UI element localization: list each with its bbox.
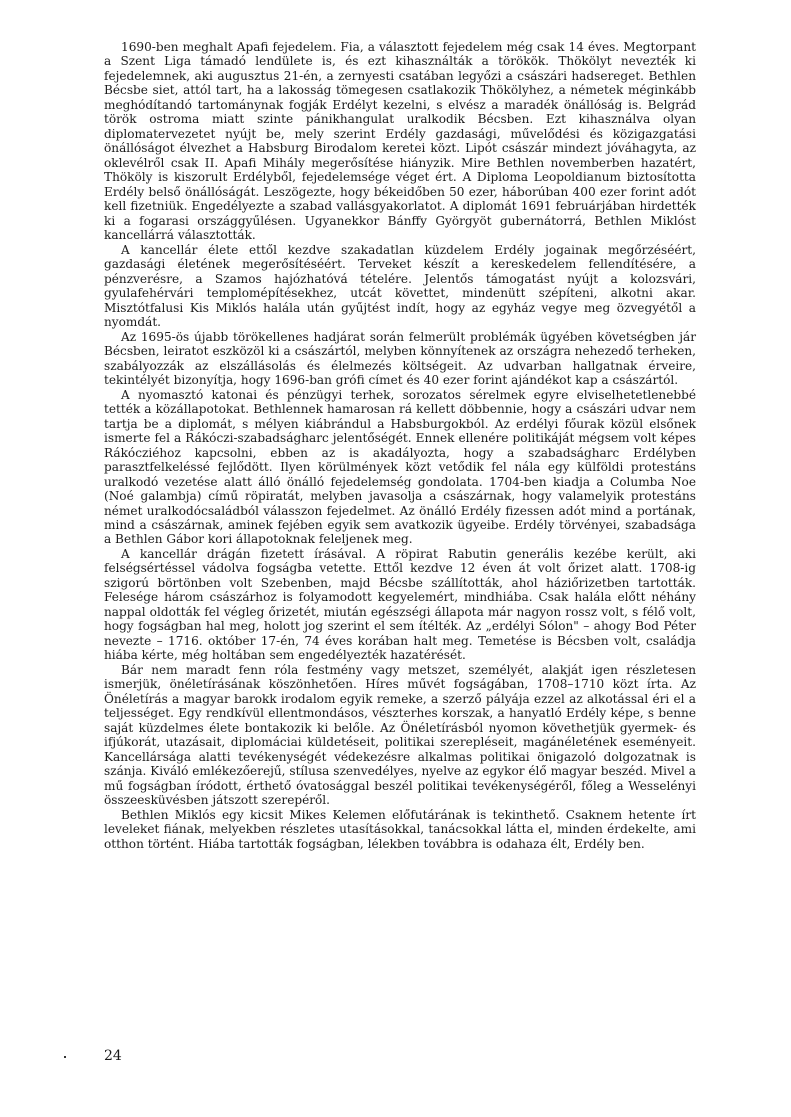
paragraph-4: A nyomasztó katonai és pénzügyi terhek, sorozatos sérelmek egyre elviselhetetlenebbé tették a közállapotokat. Bethlennek hamarosan rá kellett döbbennie, hogy a császári udvar nem tartja be a diplomát, s mélyen kiábrándul a Habsburgokból. Az erdélyi főurak közül elsőnek ismerte fel a Rákóczi-szabadságharc jelentőségét. Ennek ellenére politikáját mégsem volt képes Rákócziéhoz kapcsolni, ebben az is akadályozta, hogy a szabadságharc Erdélyben parasztfelkeléssé fejlődött. Ilyen körülmények közt vetődik fel nála egy külföldi protestáns uralkodó vezetése alatt álló önálló fejedelemség gondolata. 1704-ben kiadja a Columba Noe (Noé galambja) című röpiratát, melyben javasolja a császárnak, hogy valamelyik protestáns német uralkodócsaládból válasszon fejedelmet. Az önálló Erdély fizessen adót mind a portának, mind a császárnak, aminek fejében egyik sem avatkozik ügyeibe. Erdély törvényei, szabadsága a Bethlen Gábor kori állapotoknak feleljenek meg.: [104, 387, 696, 547]
paragraph-1: 1690-ben meghalt Apafi fejedelem. Fia, a választott fejedelem még csak 14 éves. Megtorpant a Szent Liga támadó lendülete is, és ezt kihasználták a törökök. Thökölyt nevezték ki fejedelemnek, aki augusztus 21-én, a zernyesti csatában legyőzi a császári hadsereget. Bethlen Bécsbe siet, attól tart, ha a lakosság tömegesen csatlakozik Thökölyhez, a németek méginkább meghódítandó tartománynak fogják Erdélyt kezelni, s elvész a maradék önállóság is. Belgrád török ostroma miatt szinte pánikhangulat uralkodik Bécsben. Ezt kihasználva olyan diplomatervezetet nyújt be, mely szerint Erdély gazdasági, művelődési és közigazgatási önállóságot élvezhet a Habsburg Birodalom keretei közt. Lipót császár mindezt jóváhagyta, az oklevélről csak II. Apafi Mihály megerősítése hiányzik. Mire Bethlen novemberben hazatért, Thököly is kiszorult Erdélyből, fejedelemsége véget ért. A Diploma Leopoldianum biztosította Erdély belső önállóságát. Leszögezte, hogy békeidőben 50 ezer, háborúban 400 ezer forint adót kell fizetniük. Engedélyezte a szabad vallásgyakorlatot. A diplomát 1691 februárjában hirdették ki a fogarasi országgyűlésen. Ugyanekkor Bánffy Györgyöt gubernátorrá, Bethlen Miklóst kancellárrá választották.: [104, 40, 696, 243]
paragraph-7: Bethlen Miklós egy kicsit Mikes Kelemen előfutárának is tekinthető. Csaknem hetente írt leveleket fiának, melyekben részletes utasításokkal, tanácsokkal látta el, minden érdekelte, ami otthon történt. Hiába tartották fogságban, lélekben továbbra is odahaza élt, Erdély ben.: [104, 807, 696, 851]
document-page: [104, 40, 696, 851]
paragraph-6: Bár nem maradt fenn róla festmény vagy metszet, személyét, alakját igen részletesen ismerjük, önéletírásának köszönhetően. Híres művét fogságában, 1708–1710 közt írta. Az Önéletírás a magyar barokk irodalom egyik remeke, a szerző pályája ezzel az alkotással éri el a teljességet. Egy rendkívül ellentmondásos, vészterhes korszak, a hanyatló Erdély képe, s benne saját küzdelmes élete bontakozik ki belőle. Az Önéletírásból nyomon követhetjük gyermek- és ifjúkorát, utazásait, diplomáciai küldetéseit, politikai szerepléseit, magánéletének eseményeit. Kancellársága alatti tevékenységét védekezésre alkalmas politikai önigazoló dolgozatnak is szánja. Kiváló emlékezőerejű, stílusa szenvedélyes, nyelve az egykor élő magyar beszéd. Mivel a mű fogságban íródott, érthető óvatosággal beszél politikai tevékenységéről, főleg a Wesselényi összeesküvésben játszott szerepéről.: [104, 662, 696, 808]
paragraph-3: Az 1695-ös újabb törökellenes hadjárat során felmerült problémák ügyében követségben jár Bécsben, leiratot eszközöl ki a császártól, melyben könnyítenek az országra nehezedő terheken, szabályozzák az elszállásolás és élelmezés költségeit. Az udvarban hallgatnak érveire, tekintélyét bizonyítja, hogy 1696-ban grófi címet és 40 ezer forint ajándékot kap a császártól.: [104, 329, 696, 388]
paragraph-5: A kancellár drágán fizetett írásával. A röpirat Rabutin generális kezébe került, aki felségsértéssel vádolva fogságba vetette. Ettől kezdve 12 éven át volt őrizet alatt. 1708-ig szigorú börtönben volt Szebenben, majd Bécsbe szállították, ahol háziőrizetben tartották. Felesége három császárhoz is folyamodott kegyelemért, mindhiába. Csak halála előtt néhány nappal oldották fel végleg őrizetét, miután egészségi állapota már nagyon rossz volt, s félő volt, hogy fogságban hal meg, holott jog szerint el sem ítélték. Az „erdélyi Sólon" – ahogy Bod Péter nevezte – 1716. október 17-én, 74 éves korában halt meg. Temetése is Bécsben volt, családja hiába kérte, még holtában sem engedélyezték hazatérését.: [104, 546, 696, 663]
paragraph-2: A kancellár élete ettől kezdve szakadatlan küzdelem Erdély jogainak megőrzéséért, gazdasági életének megerősítéséért. Terveket készít a kereskedelem fellendítésére, a pénzverésre, a Szamos hajózhatóvá tételére. Jelentős támogatást nyújt a kolozsvári, gyulafehérvári templomépítésekhez, utcát követtet, mindenütt szépíteni, alkotni akar. Misztótfalusi Kis Miklós halála után gyűjtést indít, hogy az egyház vegye meg özvegyétől a nyomdát.: [104, 242, 696, 330]
stray-mark: [64, 1056, 66, 1058]
page-number: 24: [104, 1048, 122, 1064]
